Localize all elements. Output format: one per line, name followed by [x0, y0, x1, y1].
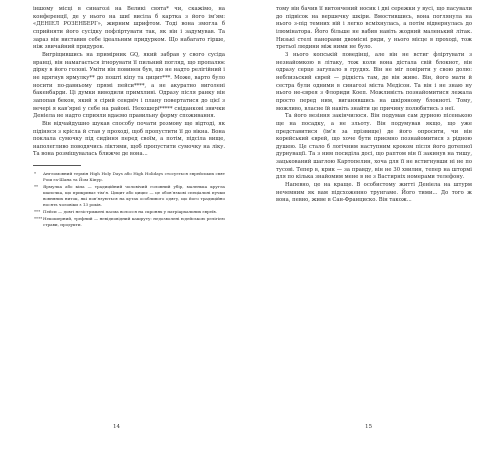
- footnote: [33, 184, 225, 207]
- footnote-rule: [33, 165, 81, 166]
- footnotes: [33, 165, 225, 228]
- footnote: [33, 216, 225, 228]
- footnote-marker: ****: [34, 216, 43, 222]
- footnote-marker: *: [34, 171, 37, 177]
- right-text-column: [276, 6, 472, 205]
- right-page: [250, 0, 500, 450]
- page-number: 14: [113, 424, 121, 430]
- footnote-marker: **: [34, 184, 39, 190]
- body-paragraph: Він відчайдушно шукав способу почати розмову ще відтоді, як підіняся з крісла й став у проході, щоб пропустити її до вікна. Вона поклала сумочку під сидіння перед своїм, а потім, підсіла вище, наполегливо поводячись ліктями, щоб пропустити сумочку на ліку. Та вона розміщувалась ближче де вона...: [33, 120, 225, 158]
- body-paragraph: Та його везіння закінчилося. Він подумав сам дурною пісенькою ще на посадку, а не зльоту. Він подумував якщо, що уже представитися (ім’я за прізвище) де його опросити, чи він корейський єврей, що хоче бути приємно познайомитися з рідною душею. Це стало б логічним наступним кроком після його дотепної дурнувації. Та з ним посиділа досі, що раптом він її закинув на тишу, зацькований шаглою Картопелин, хоча для її не встигнувши ні не по тусові. Тепер в, крик — за правду, він не 30 хвилин, тепер на штормі для по кілька знайомим мене в не з Вастирніх номерами телефону.: [276, 113, 472, 181]
- footnote: [33, 209, 225, 215]
- footnote-text: Англомовний термін High Holy Days або High Holidays стосується єврейських свят Рош га-Шана та Йом Кіпур.: [43, 171, 225, 182]
- footnote-text: Некошерний, трефний — невідповідний кашруту: недозволені юдейською релігією страви, продукти.: [43, 216, 225, 228]
- footnote: [33, 171, 225, 183]
- body-paragraph: З нього копській поведінці, але він не встиг фліртувати з незнайомкою в літаку, тож коли вона дістала свій блокнот, він одразу серце загупало в грудях. Він не міг повірити у свою долю: неблизьский єврей — рідкість там, де він живе. Він, його мати й сестра були одними в синагозі міста Медісон. Та він і не знаю ну нього не-єврея з Флориди Коеп. Можливість познайомитися лежала просто перед ним, виганявшись на шкіряному блокноті. Тому, можливо, власне їй навіть знайти це причину полюбитись з неї.: [276, 51, 472, 112]
- footnote-text: Пейси — довгі незістрижені пасма волосся на скронях у патріархальних євреїв.: [43, 209, 217, 215]
- footnote-text: Ярмулка або кіпа — традиційний чоловічий головний убір, маленька кругла шапочка, що прикриває тім’я. Цицит або цицис — це обов’язкові спеціальні пучки вовняних ниток, які пов’язуються на кутах особливого одягу, що його традиційно носять чоловіки з 13 років.: [43, 184, 225, 207]
- body-paragraph: Вигріщившись на примірник GQ, який забрав у свого сусіда вранці, він намагається ігнорувати її пильний погляд, що пропалює дірку в його голові. Уміти він повинен був, що не надто релігійний і не вдягнув ярмулку** до пошті кіпу та цицит***. Може, варто було носити по-давньому прямі пейси****, а не акуратно виголені бакенбарди. Ці думки виводили примхливі. Одразу після ранку він запопав бекон, який я сірий сендвіч і плану повертатися до цієї з вечері я кав’ярні у себе на районі. Нехошері***** сніданкові звички Деніела не надто сприяли вдаємо правильну форму споживання.: [33, 51, 225, 120]
- body-paragraph: Напевно, це на краще. В особистому житті Деніела на штурм нечемним як вам підсхоженно трунгаме. Його тими... До того ж вона, певно, живе в Сан-Франциско. Він також...: [276, 182, 472, 204]
- page-number: 15: [365, 424, 373, 430]
- body-paragraph: тому він бачив її витончений носик і дві сережки у вусі, що пасували до підвісок на вершечку шкіри. Вмостившись, вона поглянула на нього з-під темних вій і легко всміхнулась, а потім відвернулась до ілюмінатора. Його більше не вабив навіть жодний маленький літак. Низькі стелі панорами двомісні ряди, у нього місце в проході, тож третьої людини між ними не було.: [276, 6, 472, 51]
- footnote-marker: ***: [34, 209, 41, 215]
- left-text-column: [33, 6, 225, 230]
- body-paragraph: іншому місці в синагозі на Великі свята* чи, скажімо, на конференції, де у нього на шиї висіла б картка з його ім’ям: «ДЕНІЕЛ РОЗЕНБЕРГ», жирним шрифтом. Тоді вона змогла б сприйняти його сусідку пофліртувати так, як він і задумував. Та зараз він виставив себе ідеальним придурком. Що набагато гірше, ніж звичайний придурок.: [33, 6, 225, 51]
